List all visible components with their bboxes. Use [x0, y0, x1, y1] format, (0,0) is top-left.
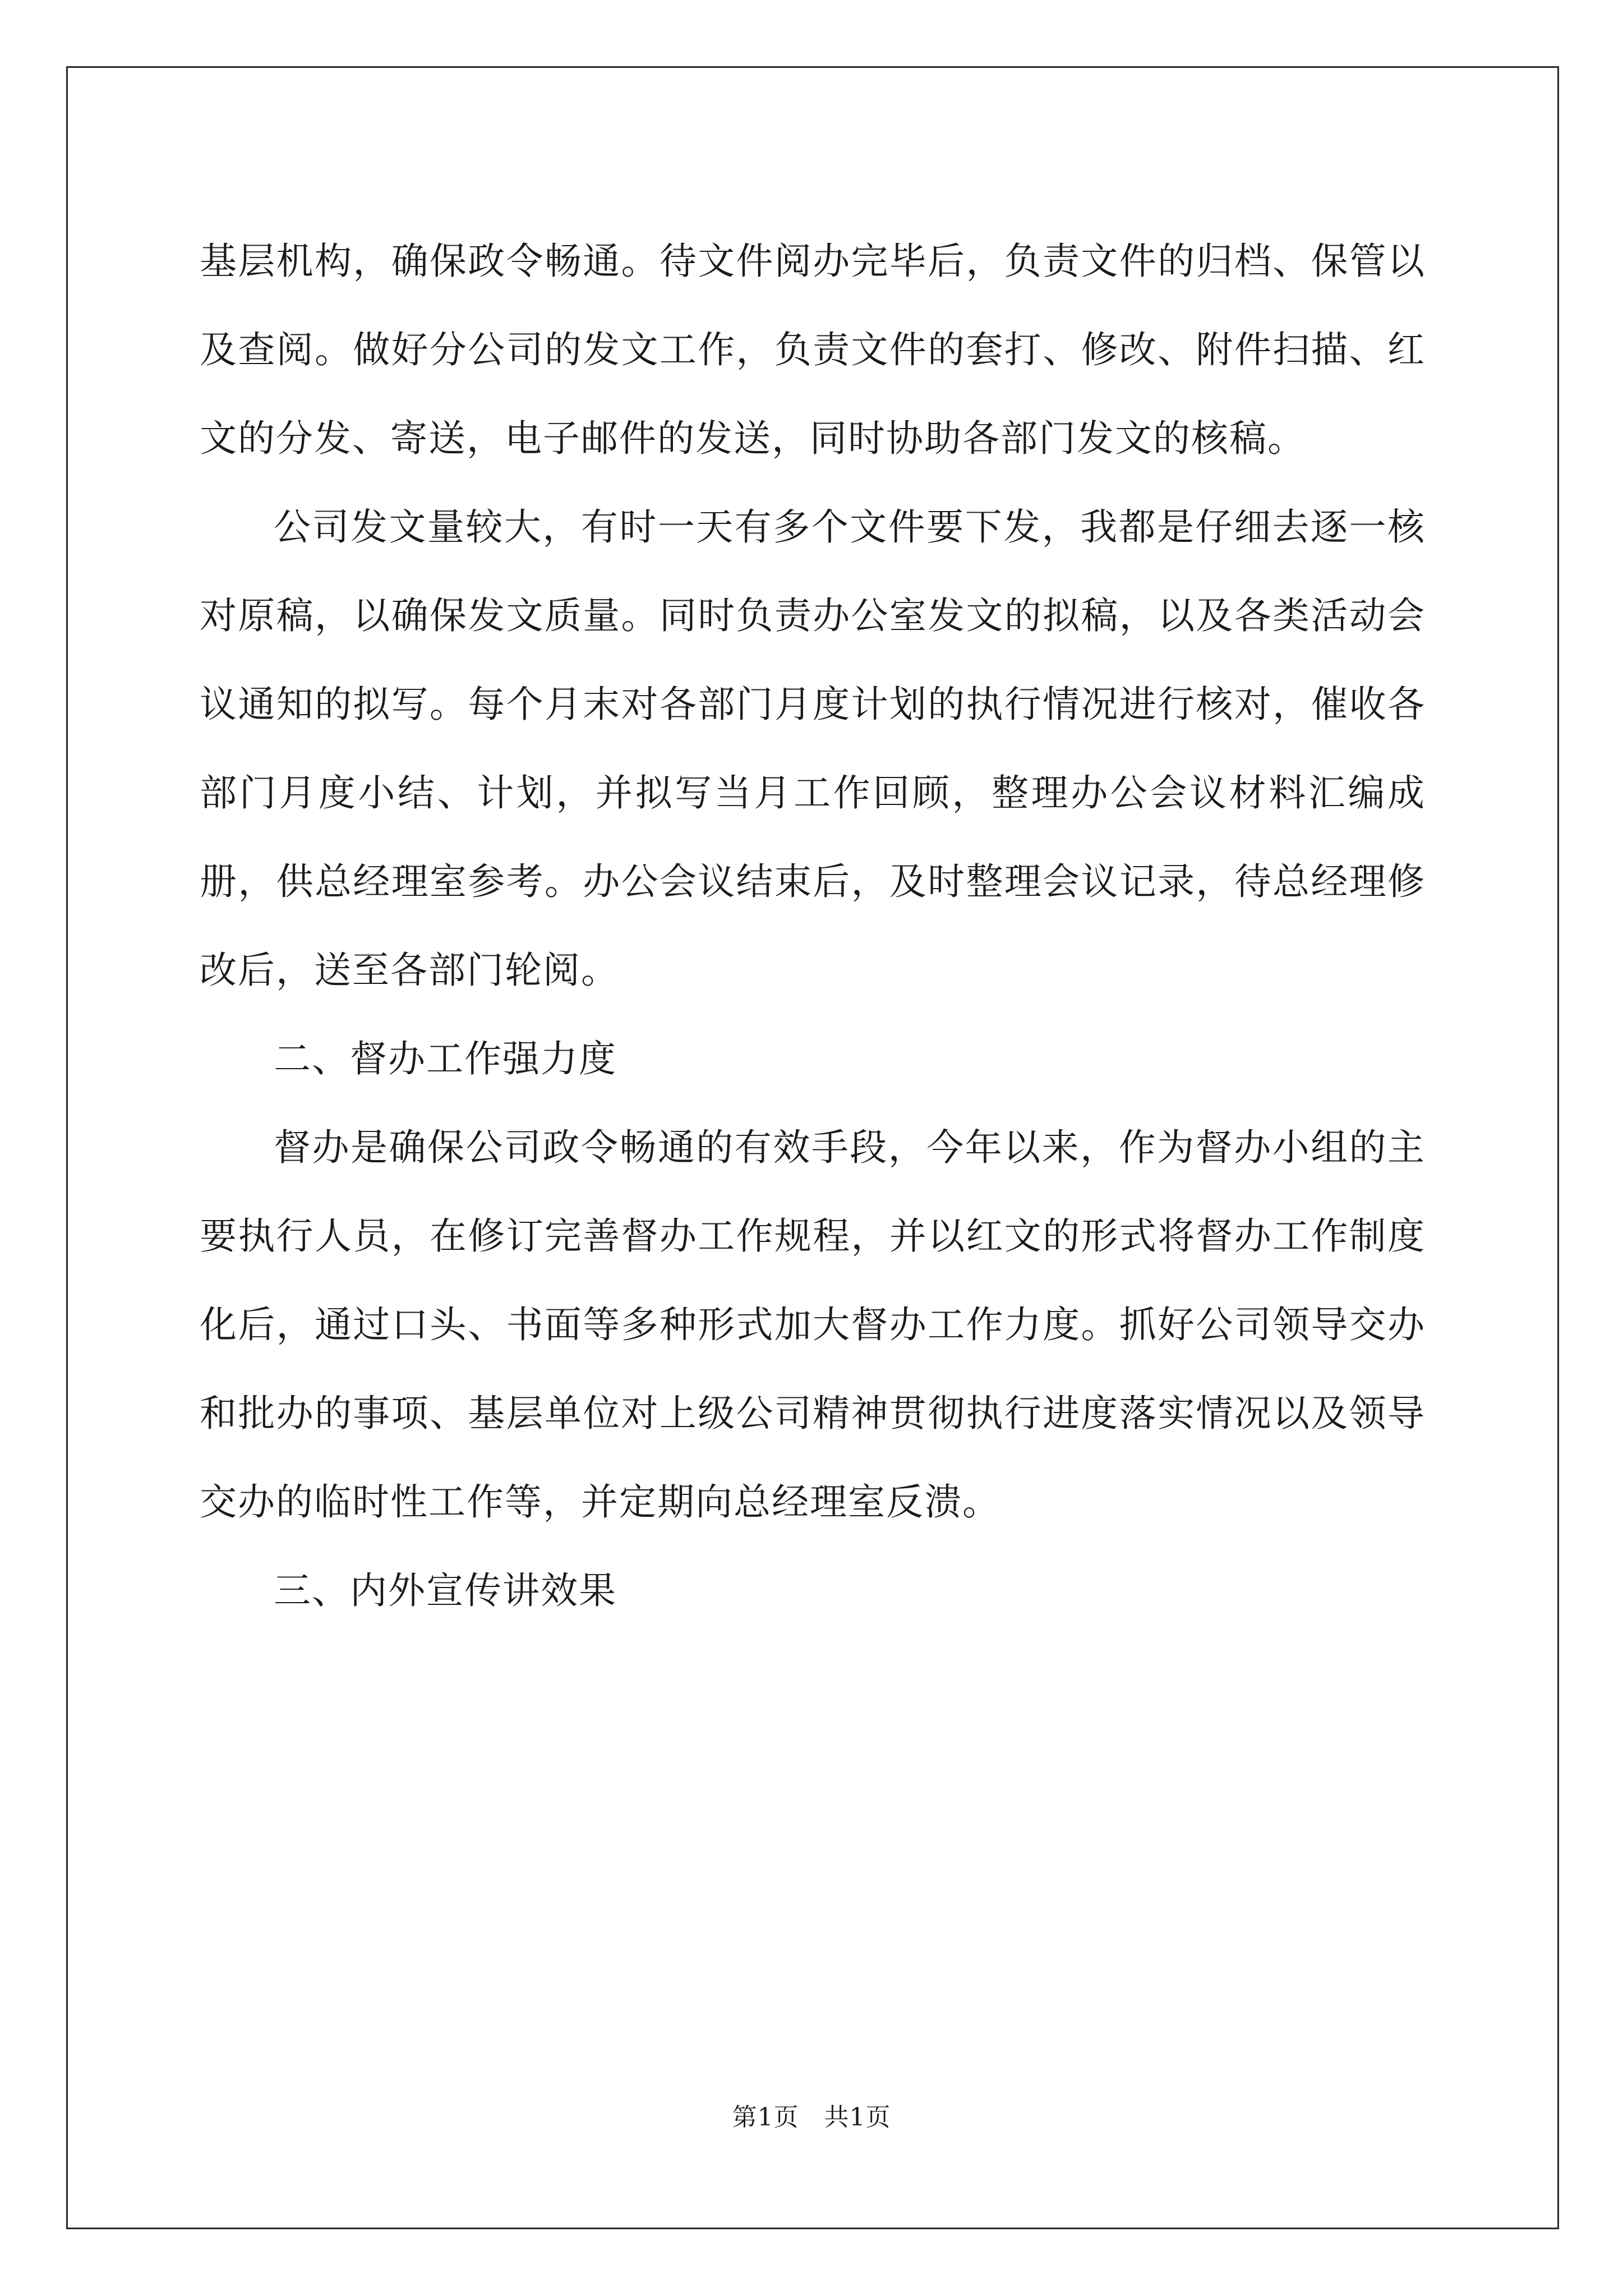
- page-number: 第1页 共1页: [732, 2103, 891, 2132]
- section-heading-publicity: 三、内外宣传讲效果: [274, 1569, 617, 1612]
- paragraph-continuation: 基层机构，确保政令畅通。待文件阅办完毕后，负责文件的归档、保管以及查阅。做好分公司的发文工作，负责文件的套打、修改、附件扫描、红文的分发、寄送，电子邮件的发送，同时协助各部门发文的核稿。: [200, 240, 1426, 460]
- paragraph-issuing-documents: 公司发文量较大，有时一天有多个文件要下发，我都是仔细去逐一核对原稿，以确保发文质量。同时负责办公室发文的拟稿，以及各类活动会议通知的拟写。每个月末对各部门月度计划的执行情况进行核对，催收各部门月度小结、计划，并拟写当月工作回顾，整理办公会议材料汇编成册，供总经理室参考。办公会议结束后，及时整理会议记录，待总经理修改后，送至各部门轮阅。: [200, 505, 1426, 992]
- section-heading-supervision: 二、督办工作强力度: [274, 1037, 617, 1080]
- document-body: [200, 217, 1426, 1635]
- paragraph-supervision: 督办是确保公司政令畅通的有效手段，今年以来，作为督办小组的主要执行人员，在修订完善督办工作规程，并以红文的形式将督办工作制度化后，通过口头、书面等多种形式加大督办工作力度。抓好公司领导交办和批办的事项、基层单位对上级公司精神贯彻执行进度落实情况以及领导交办的临时性工作等，并定期向总经理室反溃。: [200, 1126, 1426, 1524]
